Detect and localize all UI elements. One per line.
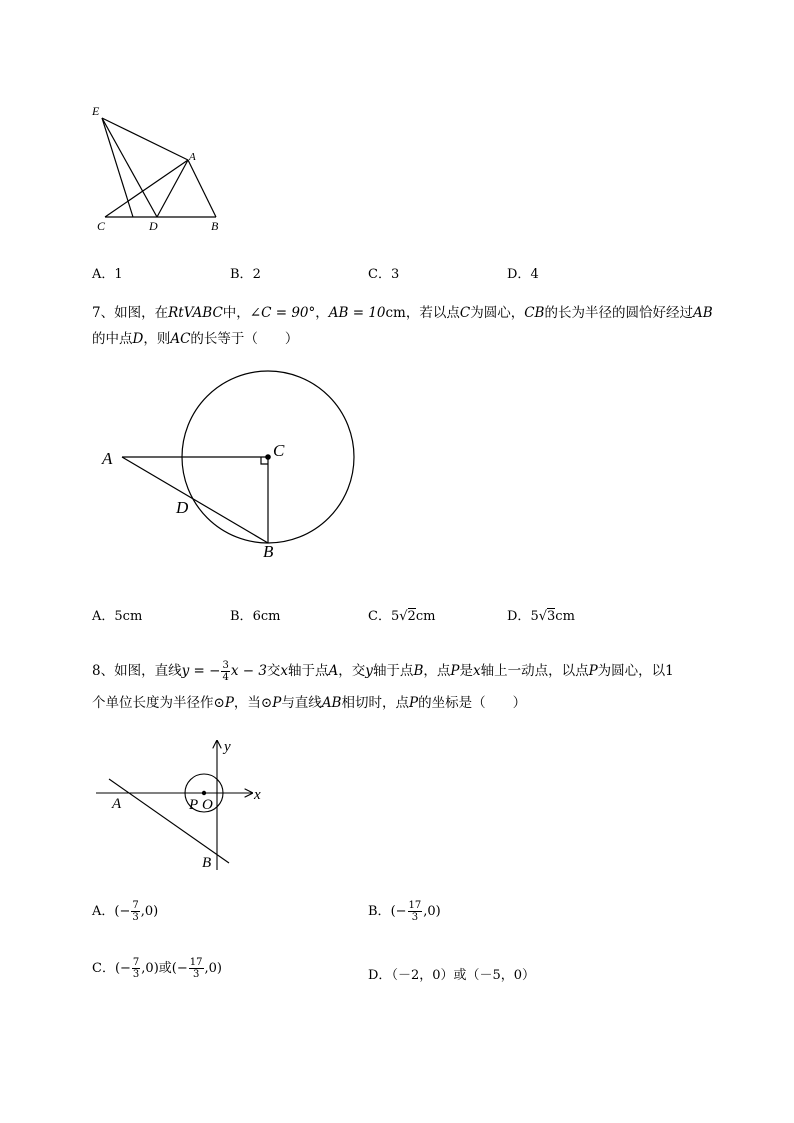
segment-ab [188, 160, 216, 217]
q6-figure [85, 98, 235, 238]
segment-ed [102, 118, 157, 217]
segment-ea [102, 118, 188, 160]
q8-figure [92, 735, 282, 875]
q6-option-a[interactable]: A．1 [92, 267, 123, 282]
label-b: B [211, 219, 219, 233]
label-a: A [102, 449, 113, 468]
fraction-3-4: $\frac{3}{4}$ [222, 660, 229, 683]
center-point-c [265, 454, 271, 460]
q7-option-b[interactable]: B．6cm [230, 609, 281, 624]
q7-option-d[interactable]: D．5√3cm [507, 609, 575, 624]
q8-option-c[interactable]: C．(− $\frac{7}{3}$ ,0)或(− $\frac{17}{3}$ ,0) [92, 957, 222, 980]
line-ab [109, 779, 229, 863]
label-b: B [263, 542, 274, 561]
label-e: E [92, 104, 100, 118]
sqrt-sign: √ [399, 609, 408, 624]
label-a: A [112, 796, 122, 812]
segment-da [157, 160, 188, 217]
fraction: $\frac{17}{3}$ [408, 900, 422, 923]
q8-stem-line2: 个单位长度为半径作⊙P，当⊙P与直线AB相切时，点P的坐标是（ ） [92, 695, 527, 711]
label-a: A [189, 151, 196, 163]
q8-option-b[interactable]: B．(− $\frac{17}{3}$ ,0) [368, 900, 441, 923]
fraction: $\frac{7}{3}$ [132, 957, 140, 980]
segment-ab [122, 457, 268, 543]
label-d: D [176, 498, 189, 517]
label-p: P [189, 797, 199, 813]
sqrt-sign: √ [538, 609, 548, 624]
q8-stem-line1: 8、如图，直线y = − $\frac{3}{4}$ x − 3交x轴于点A，交y轴于点B，点P是x轴上一动点，以点P为圆心，以1 [92, 660, 674, 683]
segment-eb [102, 118, 133, 217]
q7-stem-line2: 的中点D，则AC的长等于（ ） [92, 331, 299, 347]
fraction: $\frac{17}{3}$ [189, 957, 203, 980]
q7-stem-line1: 7、如图，在RtVABC中，∠C = 90°，AB = 10cm，若以点C为圆心，CB的长为半径的圆恰好经过AB [92, 305, 713, 321]
label-d: D [149, 219, 158, 233]
q6-option-c[interactable]: C．3 [368, 267, 400, 282]
q7-option-a[interactable]: A．5cm [92, 609, 143, 624]
q7-option-c[interactable]: C．5√2cm [368, 609, 436, 624]
fraction: $\frac{7}{3}$ [132, 900, 139, 923]
q7-figure [95, 370, 365, 570]
label-y: y [224, 739, 231, 755]
q6-option-d[interactable]: D．4 [507, 267, 539, 282]
label-c: C [273, 441, 285, 460]
q6-option-b[interactable]: B．2 [230, 267, 261, 282]
q8-option-d[interactable]: D．（－2，0）或（－5，0） [368, 968, 536, 983]
label-o: O [202, 797, 213, 813]
point-p [202, 791, 206, 795]
label-c: C [97, 219, 106, 233]
q8-option-a[interactable]: A．(− $\frac{7}{3}$ ,0) [92, 900, 159, 923]
label-x: x [254, 787, 261, 803]
label-b: B [202, 855, 212, 871]
